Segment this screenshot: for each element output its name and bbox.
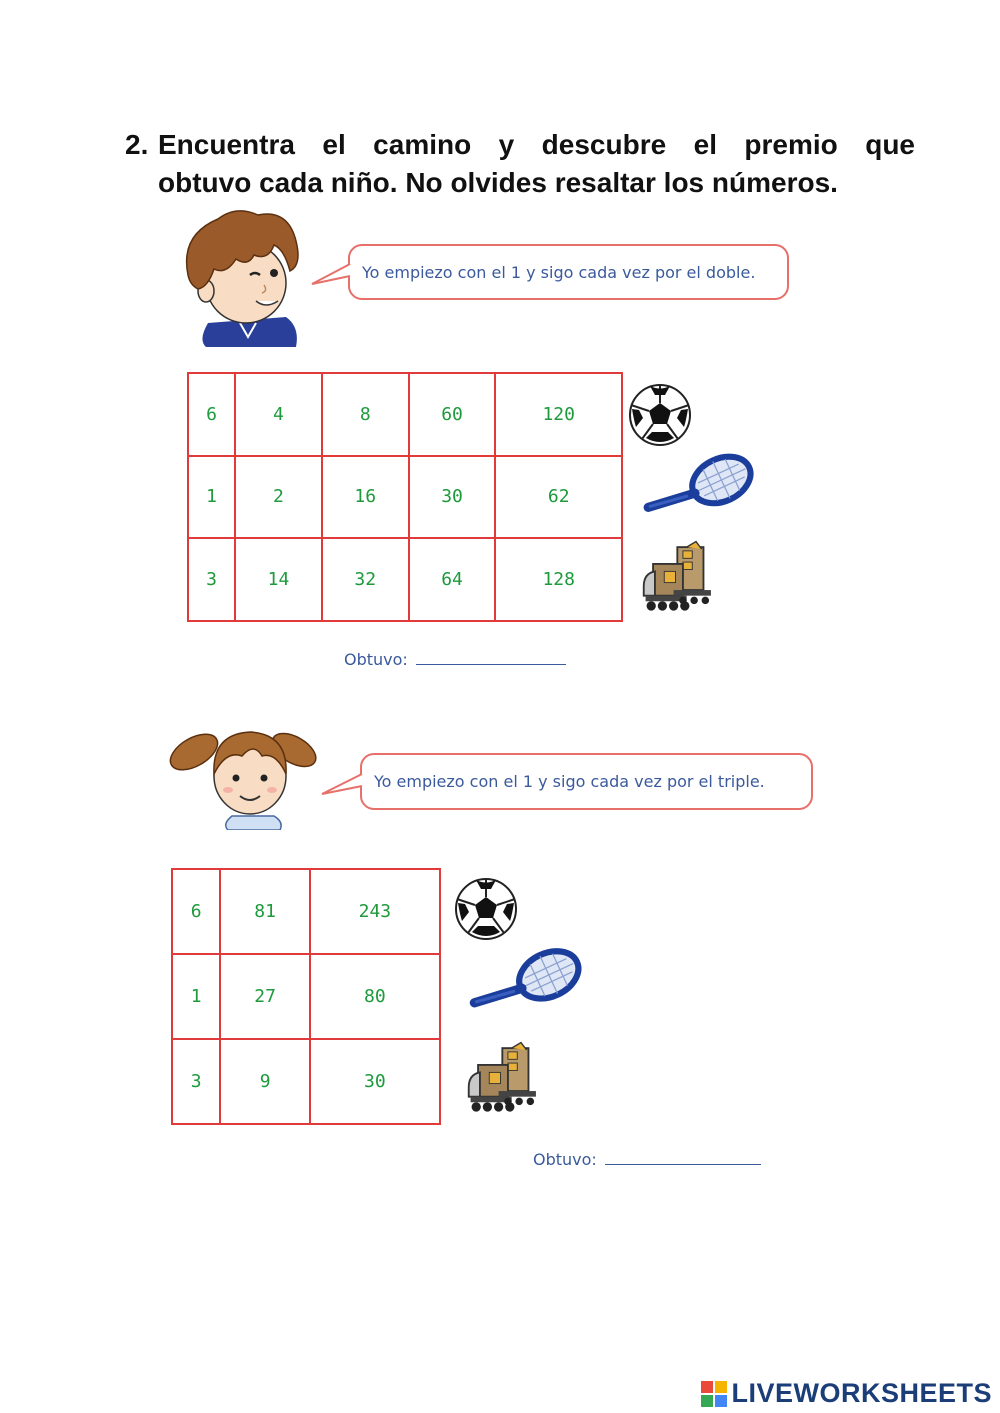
grid-cell[interactable]: 6 xyxy=(188,373,235,456)
grid-cell[interactable]: 1 xyxy=(172,954,220,1039)
speech-bubble-boy xyxy=(348,244,789,300)
speech-text-girl: Yo empiezo con el 1 y sigo cada vez por el triple. xyxy=(374,772,765,791)
grid-cell[interactable]: 32 xyxy=(322,538,409,621)
girl-avatar xyxy=(162,712,322,830)
instruction-line-1: Encuentra el camino y descubre el premio que xyxy=(158,129,915,160)
grid-cell[interactable]: 80 xyxy=(310,954,440,1039)
grid-row xyxy=(188,456,622,539)
logo-text: LIVEWORKSHEETS xyxy=(731,1378,992,1408)
soccer-ball-icon xyxy=(628,383,692,447)
obtuvo-label: Obtuvo: xyxy=(533,1150,597,1169)
speech-text-boy: Yo empiezo con el 1 y sigo cada vez por el doble. xyxy=(362,262,756,282)
roller-skates-icon xyxy=(465,1038,549,1118)
roller-skates-icon xyxy=(640,538,724,616)
obtuvo-answer-1 xyxy=(344,650,566,669)
grid-cell[interactable]: 6 xyxy=(172,869,220,954)
instruction-line-2: obtuvo cada niño. No olvides resaltar los números. xyxy=(158,167,838,198)
grid-cell[interactable]: 81 xyxy=(220,869,309,954)
exercise-number: 2. xyxy=(125,129,149,160)
grid-cell[interactable]: 27 xyxy=(220,954,309,1039)
grid-row xyxy=(172,954,440,1039)
boy-avatar xyxy=(178,205,303,347)
grid-cell[interactable]: 3 xyxy=(188,538,235,621)
speech-tail-boy xyxy=(310,262,354,288)
grid-cell[interactable]: 16 xyxy=(322,456,409,539)
grid-cell[interactable]: 60 xyxy=(409,373,496,456)
liveworksheets-logo-icon xyxy=(701,1381,727,1407)
tennis-racket-icon xyxy=(636,452,758,514)
grid-cell[interactable]: 9 xyxy=(220,1039,309,1124)
grid-cell[interactable]: 30 xyxy=(310,1039,440,1124)
number-grid-double xyxy=(187,372,623,622)
grid-cell[interactable]: 30 xyxy=(409,456,496,539)
liveworksheets-logo xyxy=(701,1378,992,1409)
grid-cell[interactable]: 14 xyxy=(235,538,322,621)
grid-cell[interactable]: 4 xyxy=(235,373,322,456)
grid-cell[interactable]: 2 xyxy=(235,456,322,539)
grid-cell[interactable]: 120 xyxy=(495,373,622,456)
answer-blank[interactable] xyxy=(605,1164,761,1165)
speech-bubble-girl xyxy=(360,753,813,810)
grid-row xyxy=(188,538,622,621)
number-grid-triple xyxy=(171,868,441,1125)
answer-blank[interactable] xyxy=(416,664,566,665)
grid-cell[interactable]: 243 xyxy=(310,869,440,954)
grid-cell[interactable]: 8 xyxy=(322,373,409,456)
grid-cell[interactable]: 62 xyxy=(495,456,622,539)
soccer-ball-icon xyxy=(454,877,518,941)
obtuvo-label: Obtuvo: xyxy=(344,650,408,669)
grid-cell[interactable]: 3 xyxy=(172,1039,220,1124)
grid-cell[interactable]: 128 xyxy=(495,538,622,621)
grid-row xyxy=(172,1039,440,1124)
speech-tail-girl xyxy=(320,772,366,798)
grid-row xyxy=(172,869,440,954)
grid-cell[interactable]: 1 xyxy=(188,456,235,539)
obtuvo-answer-2 xyxy=(533,1150,761,1169)
grid-row xyxy=(188,373,622,456)
tennis-racket-icon xyxy=(462,946,586,1010)
grid-cell[interactable]: 64 xyxy=(409,538,496,621)
